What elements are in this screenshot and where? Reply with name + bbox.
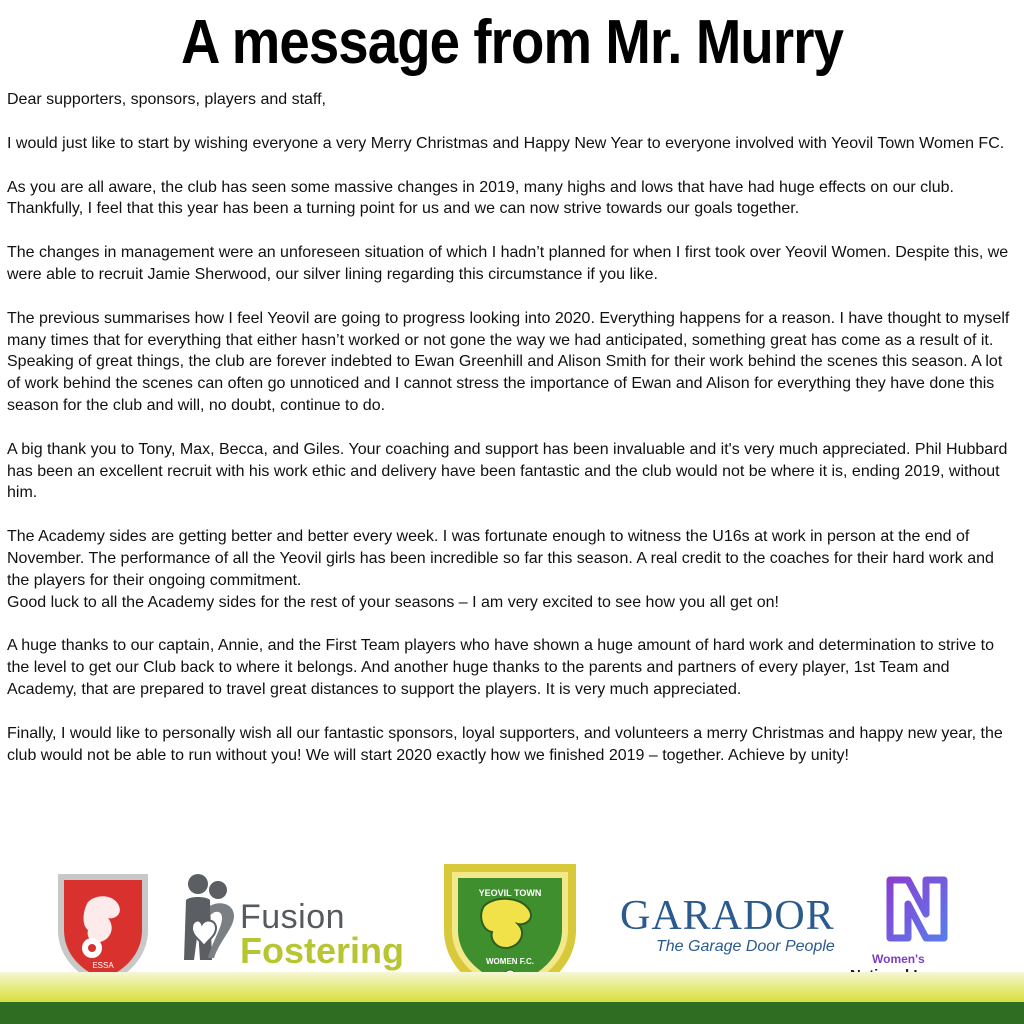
fostering-word: Fostering xyxy=(240,930,405,971)
fusion-fostering-logo xyxy=(180,870,405,971)
fusion-word: Fusion xyxy=(240,898,346,936)
crest-bottom-label: WOMEN F.C. xyxy=(486,957,534,966)
n-monogram-icon xyxy=(882,874,952,944)
paragraph-first-team: A huge thanks to our captain, Annie, and the First Team players who have shown a huge amount of hard work and determination to strive to the level to get our Club back to where it belongs. And another huge thanks to the parents and partners of every player, 1st Team and Academy, that are prepared to travel great distances to support the players. It is very much appreciated. xyxy=(7,637,994,698)
paragraph-coaches: A big thank you to Tony, Max, Becca, and Giles. Your coaching and support has been invaluable and it's very much appreciated. Phil Hubbard has been an excellent recruit with his work ethic and delivery have been fantastic and the club would not be where it is, ending 2019, without him. xyxy=(7,440,1008,502)
paragraph-academy: The Academy sides are getting better and better every week. I was fortunate enough to witness the U16s at work in person at the end of November. The performance of all the Yeovil girls has been incredible so far this season. A real credit to the coaches for their hard work and the players for their ongoing commitment. xyxy=(7,528,994,589)
essa-label: ESSA xyxy=(92,961,114,970)
fa-womens-national-league-logo xyxy=(848,874,988,984)
footer-stripe-yellow xyxy=(0,972,1024,1002)
fawnl-womens: Women's xyxy=(872,952,925,966)
paragraph-academy-luck: Good luck to all the Academy sides for the rest of your seasons – I am very excited to see how you all get on! xyxy=(7,593,779,611)
paragraph-changes: As you are all aware, the club has seen some massive changes in 2019, many highs and lows that have had huge effects on our club. Thankfully, I feel that this year has been a turning point for us and we can now strive towards our goals together. xyxy=(7,178,954,218)
paragraph-management: The changes in management were an unforeseen situation of which I hadn’t planned for when I first took over Yeovil Women. Despite this, we were able to recruit Jamie Sherwood, our silver lining regarding this circumstance if you like. xyxy=(7,244,1009,283)
garador-logo xyxy=(620,892,840,962)
paragraph-progress: The previous summarises how I feel Yeovil are going to progress looking into 2020. Everything happens for a reason. I have thought to myself many times that for everything that either hasn’t worked or not gone the way we had anticipated, something great has come as a result of it. Speaking of great things, the club are forever indebted to Ewan Greenhill and Alison Smith for their work behind the scenes this season. A lot of work behind the scenes can often go unnoticed and I cannot stress the importance of Ewan and Alison for everything they have done this season for the club and will, no doubt, continue to do. xyxy=(7,309,1010,414)
paragraph-wishes: I would just like to start by wishing everyone a very Merry Christmas and Happy New Year to everyone involved with Yeovil Town Women FC. xyxy=(7,134,1005,152)
message-body xyxy=(7,89,1012,788)
greeting-paragraph: Dear supporters, sponsors, players and staff, xyxy=(7,91,326,108)
page-title: A message from Mr. Murry xyxy=(180,8,844,77)
family-heart-icon xyxy=(180,870,240,970)
footer-stripe-green xyxy=(0,1002,1024,1024)
paragraph-closing: Finally, I would like to personally wish all our fantastic sponsors, loyal supporters, and volunteers a merry Christmas and happy new year, the club would not be able to run without you! We will start 2020 exactly how we finished 2019 – together. Achieve by unity! xyxy=(7,724,1003,764)
garador-word: GARADOR xyxy=(620,893,835,939)
garador-tagline: The Garage Door People xyxy=(656,938,835,955)
crest-top-label: YEOVIL TOWN xyxy=(478,888,542,898)
